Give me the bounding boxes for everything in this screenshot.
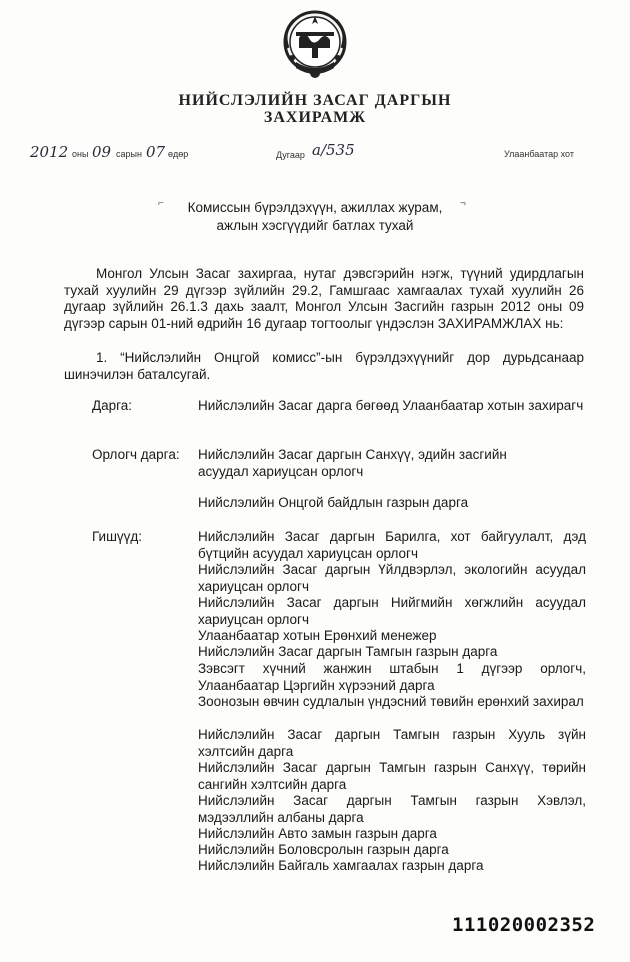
- member-entry: Улаанбаатар хотын Ерөнхий менежер: [198, 628, 437, 643]
- members-label: Гишүүд:: [92, 529, 143, 544]
- decree-meta: [0, 141, 630, 165]
- member-entry: Нийслэлийн Засаг даргын Нийгмийн хөгжлийн асуудал хариуцсан орлогч: [198, 595, 586, 627]
- issuer-line1: НИЙСЛЭЛИЙН ЗАСАГ ДАРГЫН: [178, 92, 452, 109]
- preamble-paragraph: Монгол Улсын Засаг захиргаа, нутаг дэвсгэрийн нэгж, түүний удирдлагын тухай хуулийн 29 дүгээр зүйлийн 29.2, Гамшгаас хамгаалах тухай хуулийн 26 дугаар зүйлийн 26.1.3 дахь заалт, Монгол Улсын Засгийн газрын 2012 оны 09 дүгээр сарын 01-ний өдрийн 16 дугаар тогтоолыг үндэслэн ЗАХИРАМЖЛАХ нь:: [64, 266, 584, 331]
- serial-number: 111020002352: [452, 914, 596, 936]
- member-entry: Нийслэлийн Боловсролын газрын дарга: [198, 842, 449, 857]
- decree-title-line1: Комиссын бүрэлдэхүүн, ажиллах журам,: [187, 200, 443, 215]
- member-entry: Зоонозын өвчин судлалын үндэсний төвийн ерөнхий захирал: [198, 694, 584, 709]
- title-bracket-left: ⌐: [158, 198, 164, 209]
- member-entry: Нийслэлийн Авто замын газрын дарга: [198, 826, 437, 841]
- member-entry: Нийслэлийн Засаг даргын Тамгын газрын дарга: [198, 644, 498, 659]
- number-handwritten: а/535: [312, 141, 355, 159]
- member-entry: Нийслэлийн Засаг даргын Тамгын газрын Хэвлэл, мэдээллийн албаны дарга: [198, 793, 586, 825]
- member-entry: Нийслэлийн Байгаль хамгаалах газрын дарга: [198, 858, 484, 873]
- member-entry: Нийслэлийн Засаг даргын Тамгын газрын Хууль зүйн хэлтсийн дарга: [198, 727, 586, 759]
- month-label: сарын: [116, 149, 142, 159]
- day-handwritten: 07: [146, 143, 166, 161]
- city-label: Улаанбаатар хот: [504, 149, 574, 159]
- number-label: Дугаар: [276, 150, 305, 160]
- vice-chair-entry-2: Нийслэлийн Онцгой байдлын газрын дарга: [198, 495, 469, 510]
- member-entry: Нийслэлийн Засаг даргын Үйлдвэрлэл, экологийн асуудал хариуцсан орлогч: [198, 562, 586, 594]
- member-entry: Нийслэлийн Засаг даргын Барилга, хот байгуулалт, дэд бүтцийн асуудал хариуцсан орлогч: [198, 529, 586, 561]
- title-bracket-right: ¬: [460, 198, 466, 209]
- clause-1: 1. “Нийслэлийн Онцгой комисс”-ын бүрэлдэхүүнийг дор дурьдсанаар шинэчилэн баталсугай.: [64, 350, 584, 382]
- year-label: оны: [72, 149, 89, 159]
- member-entry: Нийслэлийн Засаг даргын Тамгын газрын Санхүү, төрийн сангийн хэлтсийн дарга: [198, 760, 586, 792]
- member-entry: Зэвсэгт хүчний жанжин штабын 1 дүгээр орлогч, Улаанбаатар Цэргийн хүрээний дарга: [198, 661, 586, 693]
- state-emblem-icon: [272, 2, 358, 88]
- day-label: өдөр: [168, 149, 189, 159]
- chair-entry: Нийслэлийн Засаг дарга бөгөөд Улаанбаатар хотын захирагч: [198, 398, 584, 413]
- issuer-line2: ЗАХИРАМЖ: [263, 109, 367, 126]
- chair-label: Дарга:: [92, 398, 133, 413]
- vice-chair-entry-1: Нийслэлийн Засаг даргын Санхүү, эдийн засгийн асуудал хариуцсан орлогч: [198, 447, 507, 479]
- month-handwritten: 09: [92, 143, 112, 161]
- vice-chair-label: Орлогч дарга:: [92, 447, 180, 462]
- decree-title-line2: ажлын хэсгүүдийг батлах тухай: [216, 218, 414, 233]
- year-handwritten: 2012: [30, 143, 69, 161]
